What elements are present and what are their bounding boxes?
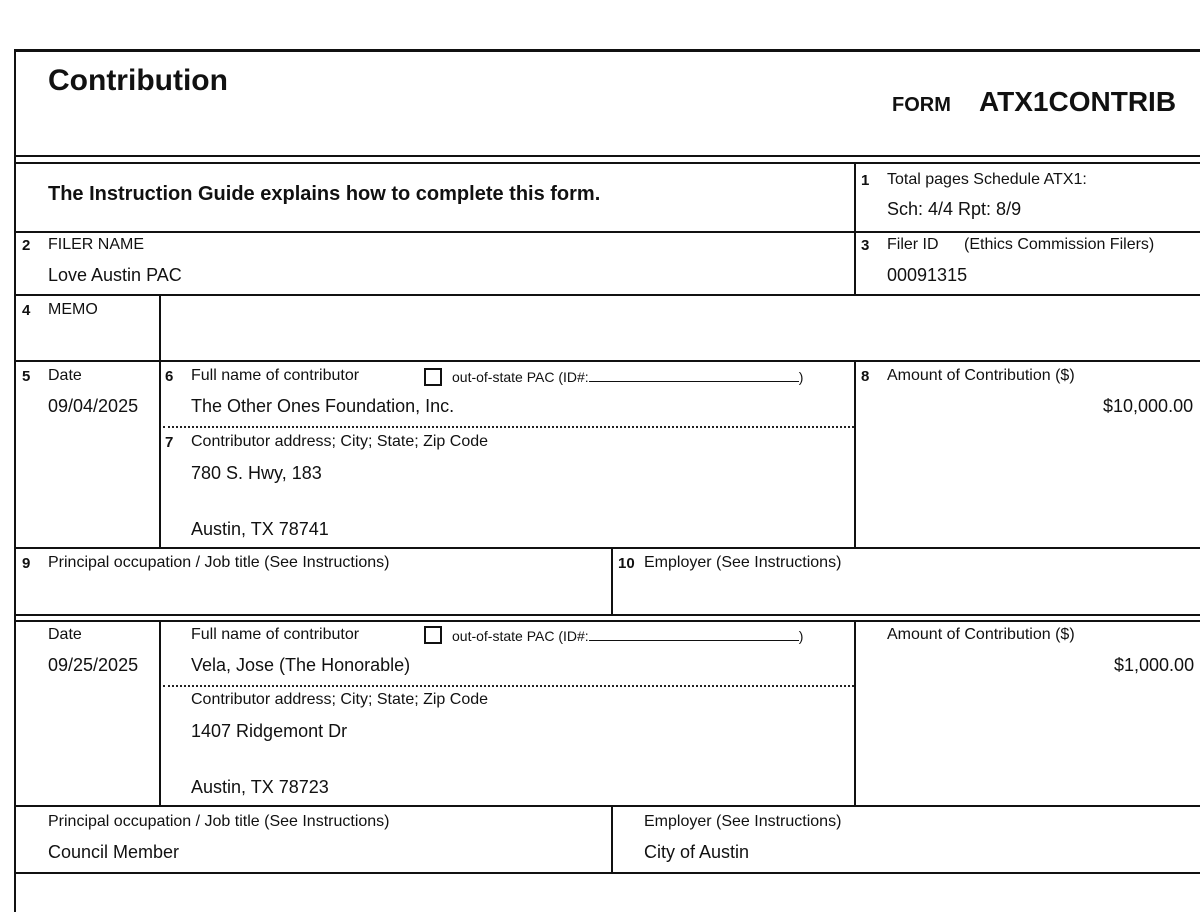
total-pages-label: Total pages Schedule ATX1: xyxy=(887,171,1087,188)
field-number-10: 10 xyxy=(618,555,635,572)
employer-label: Employer (See Instructions) xyxy=(644,813,842,830)
filer-id-value: 00091315 xyxy=(887,265,968,285)
out-of-state-checkbox[interactable] xyxy=(424,626,442,644)
field-number-2: 2 xyxy=(22,237,31,254)
amount-label: Amount of Contribution ($) xyxy=(887,626,1075,643)
field-number-6: 6 xyxy=(165,368,174,385)
contribution-date: 09/04/2025 xyxy=(48,396,139,416)
date-label: Date xyxy=(48,367,82,384)
contributor-address-label: Contributor address; City; State; Zip Code xyxy=(191,433,489,450)
total-pages-value: Sch: 4/4 Rpt: 8/9 xyxy=(887,199,1022,219)
form-title: Contribution xyxy=(48,64,228,97)
field-number-3: 3 xyxy=(861,237,870,254)
out-of-state-prefix: out-of-state PAC (ID#: xyxy=(452,628,589,644)
out-of-state-suffix: ) xyxy=(798,628,804,644)
field-number-7: 7 xyxy=(165,434,174,451)
field-number-1: 1 xyxy=(861,172,870,189)
filer-name-label: FILER NAME xyxy=(48,236,145,253)
contributor-address-line1: 1407 Ridgemont Dr xyxy=(191,721,348,741)
filer-id-label: Filer ID xyxy=(887,236,939,253)
out-of-state-prefix: out-of-state PAC (ID#: xyxy=(452,369,589,385)
form-code: ATX1CONTRIB xyxy=(979,86,1177,117)
contributor-name: Vela, Jose (The Honorable) xyxy=(191,655,411,675)
contributor-address-label: Contributor address; City; State; Zip Code xyxy=(191,691,489,708)
pac-id-blank xyxy=(589,628,799,641)
occupation-label: Principal occupation / Job title (See Instructions) xyxy=(48,554,390,571)
employer-value: City of Austin xyxy=(644,842,750,862)
employer-label: Employer (See Instructions) xyxy=(644,554,842,571)
instruction-text: The Instruction Guide explains how to complete this form. xyxy=(48,183,601,205)
date-label: Date xyxy=(48,626,82,643)
occupation-label: Principal occupation / Job title (See Instructions) xyxy=(48,813,390,830)
memo-label: MEMO xyxy=(48,301,98,318)
contribution-amount: $10,000.00 xyxy=(1103,396,1194,416)
contributor-name-label: Full name of contributor xyxy=(191,367,360,384)
contributor-name: The Other Ones Foundation, Inc. xyxy=(191,396,455,416)
out-of-state-checkbox[interactable] xyxy=(424,368,442,386)
occupation-value: Council Member xyxy=(48,842,180,862)
contributor-address-line1: 780 S. Hwy, 183 xyxy=(191,463,322,483)
out-of-state-label xyxy=(452,369,803,385)
out-of-state-label xyxy=(452,628,803,644)
form-word: FORM xyxy=(892,94,951,116)
field-number-8: 8 xyxy=(861,368,870,385)
out-of-state-suffix: ) xyxy=(798,369,804,385)
filer-name-value: Love Austin PAC xyxy=(48,265,182,285)
field-number-4: 4 xyxy=(22,302,31,319)
contribution-amount: $1,000.00 xyxy=(1114,655,1195,675)
contribution-date: 09/25/2025 xyxy=(48,655,139,675)
amount-label: Amount of Contribution ($) xyxy=(887,367,1075,384)
pac-id-blank xyxy=(589,369,799,382)
field-number-9: 9 xyxy=(22,555,31,572)
filer-id-sublabel: (Ethics Commission Filers) xyxy=(964,236,1155,253)
field-number-5: 5 xyxy=(22,368,31,385)
contributor-address-line2: Austin, TX 78723 xyxy=(191,777,329,797)
contributor-name-label: Full name of contributor xyxy=(191,626,360,643)
contributor-address-line2: Austin, TX 78741 xyxy=(191,519,329,539)
